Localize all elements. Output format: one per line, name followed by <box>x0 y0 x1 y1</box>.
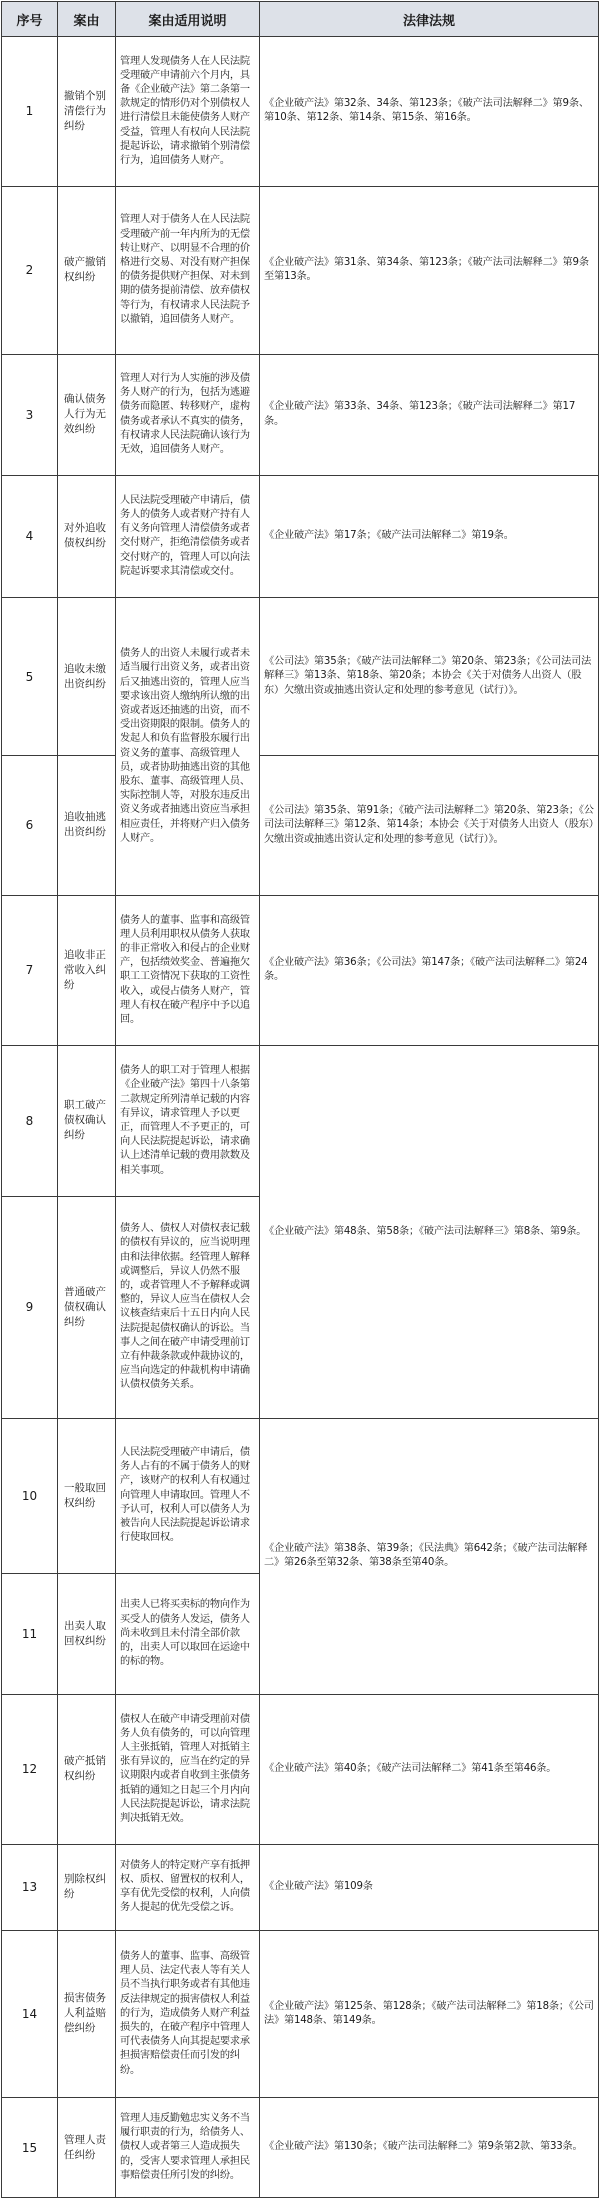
case-cause: 追收抽逃出资纠纷 <box>58 755 116 895</box>
case-description: 对债务人的特定财产享有抵押权、质权、留置权的权利人，享有优先受偿的权利，人向债务人提起的优先受偿之诉。 <box>116 1844 260 1930</box>
table-row <box>2 475 599 597</box>
case-cause: 一般取回权纠纷 <box>58 1418 116 1573</box>
case-description: 债务人的董事、监事、高级管理人员、法定代表人等有关人员不当执行职务或者有其他违反法律规定的损害债权人利益的行为，造成债务人财产利益损失的，在破产程序中管理人可代表债务人向其提起要求承担损害赔偿责任而引发的纠纷。 <box>116 1930 260 2098</box>
case-description: 债务人的出资人未履行或者未适当履行出资义务，或者出资后又抽逃出资的，管理人应当要求该出资人缴纳所认缴的出资或者返还抽逃的出资，而不受出资期限的限制。债务人的发起人和负有监督股东履行出资义务的董事、高级管理人员，或者协助抽逃出资的其他股东、董事、高级管理人员、实际控制人等，对股东违反出资义务或者抽逃出资应当承担相应责任，并将财产归入债务人财产。 <box>116 598 260 896</box>
table-row <box>2 354 599 475</box>
case-law: 《企业破产法》第36条；《公司法》第147条；《破产法司法解释二》第24条。 <box>260 896 599 1046</box>
case-cause: 出卖人取回权纠纷 <box>58 1573 116 1694</box>
header-cause: 案由 <box>58 2 116 37</box>
table-row <box>2 1418 599 1573</box>
case-law: 《企业破产法》第33条、34条、第123条；《破产法司法解释二》第17条。 <box>260 354 599 475</box>
table-row <box>2 186 599 354</box>
case-description: 债权人在破产申请受理前对债务人负有债务的，可以向管理人主张抵销，管理人对抵销主张有异议的，应当在约定的异议期限内或者自收到主张债务抵销的通知之日起三个月内向人民法院提起诉讼，请求法院判决抵销无效。 <box>116 1695 260 1845</box>
header-row <box>2 2 599 37</box>
case-description: 债务人、债权人对债权表记载的债权有异议的，应当说明理由和法律依据。经管理人解释或调整后，异议人仍然不服的，或者管理人不予解释或调整的，异议人应当在债权人会议核查结束后十五日内向人民法院提起债权确认的诉讼。当事人之间在破产申请受理前订立有仲裁条款或仲裁协议的，应当向选定的仲裁机构申请确认债权债务关系。 <box>116 1197 260 1418</box>
case-law: 《公司法》第35条、第91条；《破产法司法解释二》第20条、第23条；《公司法司法解释三》第12条、第14条；本协会《关于对债务人出资人（股东）欠缴出资或抽逃出资认定和处理的参考意见（试行）》。 <box>260 755 599 895</box>
case-law: 《企业破产法》第40条；《破产法司法解释二》第41条至第46条。 <box>260 1695 599 1845</box>
case-cause: 破产抵销权纠纷 <box>58 1695 116 1845</box>
row-number: 3 <box>2 354 58 475</box>
case-description: 人民法院受理破产申请后，债务人的债务人或者财产持有人有义务向管理人清偿债务或者交付财产，拒绝清偿债务或者交付财产的，管理人可以向法院起诉要求其清偿或交付。 <box>116 475 260 597</box>
case-cause: 破产撤销权纠纷 <box>58 186 116 354</box>
case-law: 《企业破产法》第125条、第128条；《破产法司法解释二》第18条；《公司法》第148条、第149条。 <box>260 1930 599 2098</box>
case-law: 《企业破产法》第31条、第34条、第123条；《破产法司法解释二》第9条至第13条。 <box>260 186 599 354</box>
case-cause: 损害债务人利益赔偿纠纷 <box>58 1930 116 2098</box>
case-cause: 撤销个别清偿行为纠纷 <box>58 37 116 187</box>
case-cause: 管理人责任纠纷 <box>58 2098 116 2198</box>
case-table <box>1 1 599 2198</box>
table-row <box>2 1844 599 1930</box>
row-number: 12 <box>2 1695 58 1845</box>
table-row <box>2 755 599 895</box>
case-description: 人民法院受理破产申请后，债务人占有的不属于债务人的财产，该财产的权利人有权通过向管理人申请取回。管理人不予认可，权利人可以债务人为被告向人民法院提起诉讼请求行使取回权。 <box>116 1418 260 1573</box>
case-law: 《企业破产法》第32条、34条、第123条；《破产法司法解释二》第9条、第10条、第12条、第14条、第15条、第16条。 <box>260 37 599 187</box>
case-description: 债务人的董事、监事和高级管理人员利用职权从债务人获取的非正常收入和侵占的企业财产，包括绩效奖金、普遍拖欠职工工资情况下获取的工资性收入，或侵占债务人财产，管理人有权在破产程序中予以追回。 <box>116 896 260 1046</box>
row-number: 6 <box>2 755 58 895</box>
table-row <box>2 1045 599 1196</box>
case-law: 《企业破产法》第130条；《破产法司法解释二》第9条第2款、第33条。 <box>260 2098 599 2198</box>
table-row <box>2 1930 599 2098</box>
case-cause: 追收未缴出资纠纷 <box>58 598 116 756</box>
header-no: 序号 <box>2 2 58 37</box>
case-cause: 别除权纠纷 <box>58 1844 116 1930</box>
row-number: 15 <box>2 2098 58 2198</box>
table-row <box>2 598 599 756</box>
row-number: 8 <box>2 1045 58 1196</box>
row-number: 2 <box>2 186 58 354</box>
row-number: 10 <box>2 1418 58 1573</box>
case-cause: 确认债务人行为无效纠纷 <box>58 354 116 475</box>
table-row <box>2 2098 599 2198</box>
row-number: 4 <box>2 475 58 597</box>
case-description: 出卖人已将买卖标的物向作为买受人的债务人发运，债务人尚未收到且未付清全部价款的，出卖人可以取回在运途中的标的物。 <box>116 1573 260 1694</box>
header-description: 案由适用说明 <box>116 2 260 37</box>
case-cause: 职工破产债权确认纠纷 <box>58 1045 116 1196</box>
case-description: 管理人对行为人实施的涉及债务人财产的行为，包括为逃避债务而隐匿、转移财产，虚构债务或者承认不真实的债务，有权请求人民法院确认该行为无效，追回债务人财产。 <box>116 354 260 475</box>
case-cause: 普通破产债权确认纠纷 <box>58 1197 116 1418</box>
row-number: 14 <box>2 1930 58 2098</box>
case-description: 管理人对于债务人在人民法院受理破产前一年内所为的无偿转让财产、以明显不合理的价格进行交易、对没有财产担保的债务提供财产担保、对未到期的债务提前清偿、放弃债权等行为，有权请求人民法院予以撤销，追回债务人财产。 <box>116 186 260 354</box>
case-description: 管理人发现债务人在人民法院受理破产申请前六个月内，具备《企业破产法》第二条第一款规定的情形仍对个别债权人进行清偿且未能使债务人财产受益，管理人有权向人民法院提起诉讼，请求撤销个别清偿行为，追回债务人财产。 <box>116 37 260 187</box>
table-row <box>2 1695 599 1845</box>
row-number: 5 <box>2 598 58 756</box>
row-number: 13 <box>2 1844 58 1930</box>
case-description: 管理人违反勤勉忠实义务不当履行职责的行为，给债务人、债权人或者第三人造成损失的，受害人要求管理人承担民事赔偿责任所引发的纠纷。 <box>116 2098 260 2198</box>
row-number: 9 <box>2 1197 58 1418</box>
case-law: 《企业破产法》第109条 <box>260 1844 599 1930</box>
header-law: 法律法规 <box>260 2 599 37</box>
row-number: 11 <box>2 1573 58 1694</box>
case-law: 《企业破产法》第48条、第58条；《破产法司法解释三》第8条、第9条。 <box>260 1045 599 1418</box>
table-row <box>2 37 599 187</box>
case-law: 《企业破产法》第38条、第39条；《民法典》第642条；《破产法司法解释二》第26条至第32条、第38条至第40条。 <box>260 1418 599 1694</box>
case-law: 《企业破产法》第17条；《破产法司法解释二》第19条。 <box>260 475 599 597</box>
case-law: 《公司法》第35条；《破产法司法解释二》第20条、第23条；《公司法司法解释三》第13条、第18条、第20条；本协会《关于对债务人出资人（股东）欠缴出资或抽逃出资认定和处理的参考意见（试行）》。 <box>260 598 599 756</box>
case-description: 债务人的职工对于管理人根据《企业破产法》第四十八条第二款规定所列清单记载的内容有异议，请求管理人予以更正，而管理人不予更正的，可向人民法院提起诉讼，请求确认上述清单记载的费用款数及相关事项。 <box>116 1045 260 1196</box>
case-cause: 追收非正常收入纠纷 <box>58 896 116 1046</box>
case-cause: 对外追收债权纠纷 <box>58 475 116 597</box>
table-row <box>2 896 599 1046</box>
row-number: 1 <box>2 37 58 187</box>
row-number: 7 <box>2 896 58 1046</box>
